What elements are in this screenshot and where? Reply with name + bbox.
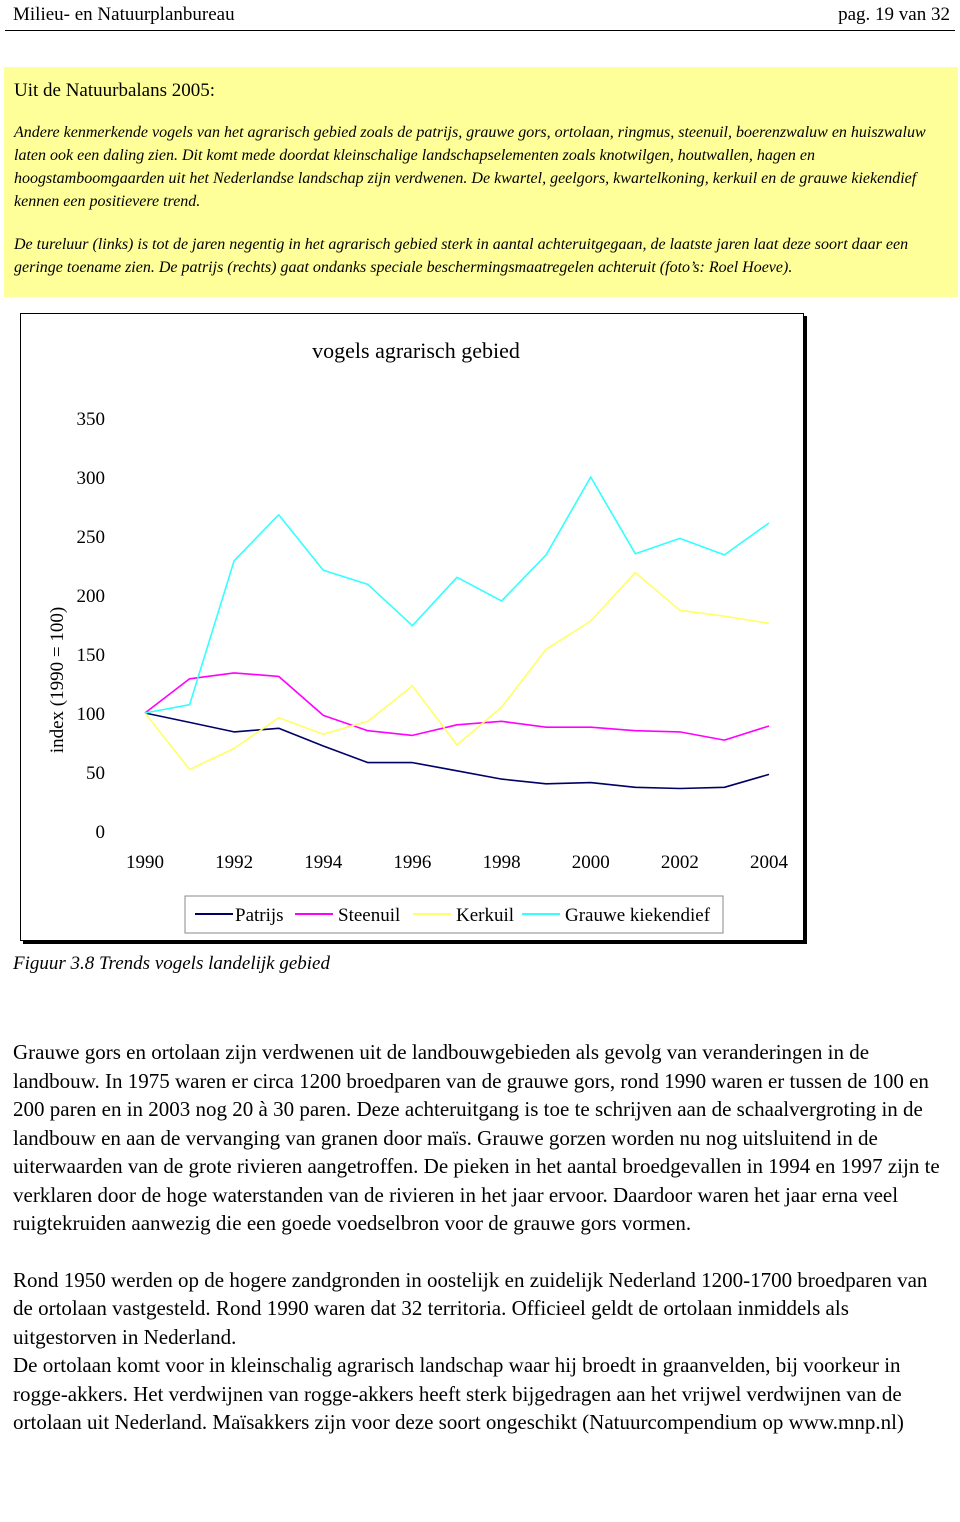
y-tick-label: 0 [95,822,105,843]
body-paragraph-1: Grauwe gors en ortolaan zijn verdwenen uit de landbouwgebieden als gevolg van veranderingen in de landbouw. In 1975 waren er circa 1200 broedparen van de grauwe gors, rond 1990 waren er tussen de 100 en 200 paren en in 2003 nog 20 à 30 paren. Deze achteruitgang is toe te schrijven aan de schaalvergroting in de landbouw en aan de vervanging van granen door maïs. Grauwe gorzen worden nu nog uitsluitend in de uiterwaarden van de grote rivieren aangetroffen. De pieken in het aantal broedgevallen in 1994 en 1997 zijn te verklaren door de hoge waterstanden van de rivieren in het jaar ervoor. Daardoor waren het jaar erna veel ruigtekruiden aanwezig die een goede voedselbron voor de grauwe gors vormen. [13,1040,940,1235]
publisher-name: Milieu- en Natuurplanbureau [13,4,235,25]
y-axis-label: index (1990 = 100) [47,606,68,754]
x-tick-label: 1990 [126,852,164,873]
y-tick-label: 150 [76,645,105,666]
x-tick-label: 1992 [215,852,254,873]
x-tick-label: 1998 [482,852,521,873]
box-paragraph-1: Andere kenmerkende vogels van het agrarisch gebied zoals de patrijs, grauwe gors, ortolaan, ringmus, steenuil, boerenzwaluw en huiszwaluw laten ook een daling zien. Dit komt mede doordat kleinschalige landschapselementen zoals knotwilgen, houtwallen, hagen en hoogstamboomgaarden uit het Nederlandse landschap zijn verdwenen. De kwartel, geelgors, kwartelkoning, kerkuil en de grauwe kiekendief kennen een positievere trend. [14,124,926,210]
x-tick-label: 1994 [304,852,343,873]
series-line-kerkuil [145,573,769,770]
x-tick-label: 2002 [660,852,699,873]
body-text [13,1038,948,1437]
y-tick-label: 350 [76,409,105,430]
legend-label: Kerkuil [456,905,515,926]
series-line-steenuil [145,673,769,740]
line-chart [21,314,803,940]
natuurbalans-box [4,67,958,297]
box-paragraph-2: De tureluur (links) is tot de jaren negentig in het agrarisch gebied sterk in aantal achteruitgegaan, de laatste jaren laat deze soort daar een geringe toename zien. De patrijs (rechts) gaat ondanks speciale beschermingsmaatregelen achteruit (foto’s: Roel Hoeve). [14,236,909,276]
y-tick-label: 50 [86,763,105,784]
legend-label: Grauwe kiekendief [565,905,711,926]
y-tick-label: 100 [76,704,105,725]
legend-label: Patrijs [235,905,284,926]
box-title: Uit de Natuurbalans 2005: [14,80,216,101]
chart-title: vogels agrarisch gebied [312,338,520,363]
legend-label: Steenuil [338,905,401,926]
body-paragraph-3: De ortolaan komt voor in kleinschalig agrarisch landschap waar hij broedt in graanvelden, bij voorkeur in rogge-akkers. Het verdwijnen van rogge-akkers heeft sterk bijgedragen aan het vrijwel verdwijnen van de ortolaan uit Nederland. Maïsakkers zijn voor deze soort ongeschikt (Natuurcompendium op www.mnp.nl) [13,1353,904,1434]
x-tick-labels [126,852,789,873]
y-tick-label: 200 [76,586,105,607]
series-lines [145,477,769,789]
x-tick-label: 1996 [393,852,432,873]
x-tick-label: 2004 [750,852,788,873]
y-tick-label: 250 [76,527,105,548]
series-line-grauwe-kiekendief [145,477,769,713]
y-tick-label: 300 [76,468,105,489]
page-header [0,0,960,34]
chart-frame [20,313,804,941]
x-tick-label: 2000 [571,852,610,873]
header-rule [5,30,955,31]
page-number: pag. 19 van 32 [838,4,950,25]
y-tick-labels [77,409,106,843]
figure-caption: Figuur 3.8 Trends vogels landelijk gebied [13,953,330,974]
body-paragraph-2: Rond 1950 werden op de hogere zandgronden in oostelijk en zuidelijk Nederland 1200-1700 broedparen van de ortolaan vastgesteld. Rond 1990 waren dat 32 territoria. Officieel geldt de ortolaan inmiddels als uitgestorven in Nederland. [13,1267,928,1349]
